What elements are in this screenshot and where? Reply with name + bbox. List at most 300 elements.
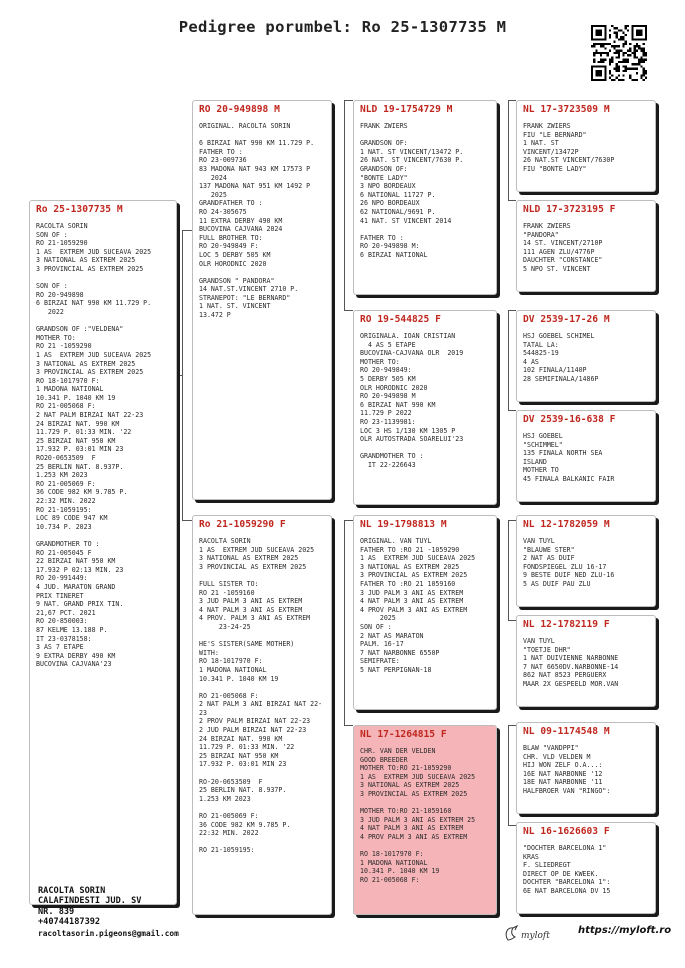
text-line: 3 PROVINCIAL AS EXTREM 2025 bbox=[360, 571, 468, 580]
ring-number: Ro 21-1059290 F bbox=[199, 519, 286, 530]
text-line: 2022 bbox=[36, 307, 64, 316]
text-line: 24 BIRZAI NAT. 990 KM bbox=[199, 734, 283, 743]
text-line: MOTHER TO:RO 21-1059290 bbox=[360, 764, 452, 773]
text-line: RO 23-009736 bbox=[199, 156, 247, 165]
text-line: RO 24-305675 bbox=[199, 207, 247, 216]
text-line: 1 AS EXTREM JUD SUCEAVA 2025 bbox=[36, 247, 152, 256]
text-line: 3 JUD PALM 3 ANI AS EXTREM bbox=[360, 588, 464, 597]
ring-number: NL 12-1782119 F bbox=[523, 619, 610, 630]
text-line: 1.253 KM 2023 bbox=[199, 794, 251, 803]
myloft-logo-icon bbox=[502, 922, 566, 946]
connector-line bbox=[508, 520, 516, 521]
ring-number: NL 17-1264815 F bbox=[360, 729, 447, 740]
text-line: 3 NATIONAL AS EXTREM 2025 bbox=[36, 359, 136, 368]
text-line: SON OF : bbox=[36, 230, 68, 239]
text-line: VINCENT/13472P bbox=[523, 147, 579, 156]
text-line: 6 BIRZAI NAT 990 KM 11.729 P. bbox=[36, 299, 152, 308]
logo-text: myloft bbox=[521, 931, 550, 941]
pedigree-notes bbox=[354, 531, 496, 675]
text-line: ORIGINALA. IOAN CRISTIAN bbox=[360, 332, 456, 340]
text-line: HIJ WON ZELF O.A...: bbox=[523, 761, 603, 770]
connector-line bbox=[508, 520, 509, 620]
text-line: 4 PROV PALM 3 ANI AS EXTREM bbox=[360, 832, 468, 841]
text-line: OLR AUTOSTRADA SOARELUI'23 bbox=[360, 435, 464, 444]
connector-line bbox=[508, 310, 509, 410]
text-line: RO 20-949898 M bbox=[360, 392, 416, 401]
text-line: 26 NPO BORDEAUX bbox=[360, 199, 420, 208]
text-line: HALFBROER VAN "RINGO": bbox=[523, 786, 611, 795]
text-line: 9 BESTE DUIF NED ZLU-16 bbox=[523, 571, 615, 580]
text-line: 1.253 KM 2023 bbox=[36, 471, 88, 480]
text-line: WITH: bbox=[199, 648, 219, 657]
text-line: RO 23-1139981: bbox=[360, 417, 416, 426]
text-line: LOC 5 DERBY 505 KM bbox=[199, 250, 271, 259]
text-line: 1 MADONA NATIONAL bbox=[199, 665, 267, 674]
text-line: 1 NAT. ST. VINCENT bbox=[199, 302, 271, 311]
text-line: CHR. VAN DER VELDEN bbox=[360, 747, 436, 755]
text-line: VAN TUYL bbox=[523, 637, 555, 645]
text-line: 16E NAT NARBONNE '12 bbox=[523, 769, 603, 778]
text-line: 7 NAT 6650DV.NARBONNE-14 bbox=[523, 662, 619, 671]
text-line: 3 NATIONAL AS EXTREM 2025 bbox=[199, 554, 299, 563]
text-line: MOTHER TO: bbox=[36, 333, 76, 342]
ring-number: NL 17-3723509 M bbox=[523, 104, 610, 115]
text-line: 3 JUD PALM 3 ANI AS EXTREM bbox=[199, 597, 303, 606]
text-line: FONDSPIEGEL ZLU 16-17 bbox=[523, 562, 607, 571]
text-line: 11 EXTRA DERBY 490 KM bbox=[199, 216, 283, 225]
text-line bbox=[360, 799, 492, 808]
connector-line bbox=[344, 520, 353, 521]
text-line: 17.932 P 02:13 MIN. 23 bbox=[36, 565, 124, 574]
text-line: 62 NATIONAL/9691 P. bbox=[360, 207, 436, 216]
text-line: OLR HORODNIC 2020 bbox=[199, 259, 267, 268]
text-line: 14 ST. VINCENT/2710P bbox=[523, 239, 603, 248]
text-line: SON OF : bbox=[360, 622, 392, 631]
text-line: RO 21-1059195: bbox=[36, 505, 92, 514]
text-line: "BONTE LADY" bbox=[360, 173, 408, 182]
ring-number: NL 09-1174548 M bbox=[523, 726, 610, 737]
text-line bbox=[199, 268, 327, 277]
connector-line bbox=[508, 100, 509, 200]
connector-line bbox=[344, 100, 353, 101]
pedigree-notes bbox=[193, 531, 331, 855]
text-line: RO 21 -1059290 bbox=[36, 342, 92, 351]
text-line: 4 NAT PALM 3 ANI AS EXTREM bbox=[360, 597, 464, 606]
text-line: RO 20-949898 bbox=[36, 290, 84, 299]
text-line: RO 21-005069 F: bbox=[36, 479, 96, 488]
text-line: GRANDSON OF: bbox=[360, 164, 408, 173]
text-line: RO 21-1059290 bbox=[36, 239, 88, 248]
text-line: GRANDMOTHER TO : bbox=[360, 452, 424, 461]
ring-number: NL 12-1782059 M bbox=[523, 519, 610, 530]
text-line: 22:32 MIN. 2022 bbox=[199, 829, 259, 838]
text-line: ORIGINAL. RACOLTA SORIN bbox=[199, 122, 291, 130]
text-line: FATHER TO : bbox=[199, 147, 243, 156]
pedigree-notes bbox=[30, 216, 176, 669]
text-line: 45 FINALA BALKANIC FAIR bbox=[523, 474, 615, 483]
text-line: ORIGINAL. VAN TUYL bbox=[360, 537, 432, 545]
text-line: FULL SISTER TO: bbox=[199, 579, 259, 588]
text-line: HE'S SISTER(SAME MOTHER) bbox=[199, 640, 295, 649]
pigeon-card-fmf bbox=[516, 310, 656, 402]
text-line: 17.932 P. 03:01 MIN 23 bbox=[199, 760, 287, 769]
text-line: SEMIFRATE: bbox=[360, 657, 400, 666]
pigeon-card-fff bbox=[516, 100, 656, 192]
text-line: 18E NAT NARBONNE '11 bbox=[523, 778, 603, 787]
text-line: 1 AS EXTREM JUD SUCEAVA 2025 bbox=[199, 545, 315, 554]
text-line: FRANK ZWIERS bbox=[523, 122, 571, 130]
pedigree-notes bbox=[517, 631, 655, 689]
owner-info bbox=[38, 886, 141, 928]
text-line: 2025 bbox=[360, 614, 396, 623]
text-line: STRANEPOT: "LE BERNARD" bbox=[199, 293, 291, 302]
text-line: 25 BIRZAI NAT 950 KM bbox=[199, 751, 279, 760]
connector-line bbox=[508, 725, 509, 825]
ring-number: DV 2539-17-26 M bbox=[523, 314, 610, 325]
pedigree-notes bbox=[517, 326, 655, 384]
text-line: 11.729 P. 01:33 MIN. '22 bbox=[199, 743, 295, 752]
text-line: 3 NATIONAL AS EXTREM 2025 bbox=[360, 562, 460, 571]
text-line bbox=[360, 842, 492, 851]
text-line: 24 BIRZAI NAT. 990 KM bbox=[36, 419, 120, 428]
text-line: RO 21-005068 F: bbox=[199, 691, 259, 700]
text-line: RO 18-1017970 F: bbox=[36, 376, 100, 385]
text-line: 6 BIRZAI NAT 990 KM 11.729 P. bbox=[199, 139, 315, 148]
page-title: Pedigree porumbel: Ro 25-1307735 M bbox=[178, 18, 507, 36]
text-line: 26 NAT.ST VINCENT/7630P bbox=[523, 156, 615, 165]
text-line: "DOCHTER BARCELONA 1" bbox=[523, 844, 607, 852]
text-line: 1 AS EXTREM JUD SUCEAVA 2025 bbox=[360, 554, 476, 563]
text-line: 10.341 P. 1040 KM 19 bbox=[36, 393, 116, 402]
text-line: RO 18-1017970 F: bbox=[360, 850, 424, 859]
text-line bbox=[199, 769, 327, 778]
text-line bbox=[199, 803, 327, 812]
text-line: RO20-0653509 F bbox=[36, 454, 96, 463]
text-line: 22:32 MIN. 2022 bbox=[36, 497, 96, 505]
text-line: 1 NAT. ST VINCENT/13472 P. bbox=[360, 147, 464, 156]
text-line: GRANDSON " PANDORA" bbox=[199, 276, 275, 285]
text-line: 3 NATIONAL AS EXTREM 2025 bbox=[360, 781, 460, 790]
text-line: 36 CODE 982 KM 9.785 P. bbox=[199, 820, 291, 829]
text-line: 1 NAT. ST bbox=[523, 139, 559, 148]
text-line bbox=[360, 131, 492, 140]
connector-line bbox=[508, 620, 516, 621]
text-line: BUCOVINA CAJVANA 2024 bbox=[199, 225, 283, 234]
text-line: MOTHER TO bbox=[523, 466, 559, 475]
text-line: 41 NAT. ST VINCENT 2014 bbox=[360, 216, 452, 225]
text-line bbox=[360, 225, 492, 234]
text-line: VAN TUYL bbox=[523, 537, 555, 545]
text-line: CALAFINDESTI JUD. SV bbox=[38, 896, 142, 907]
ring-number: RO 19-544825 F bbox=[360, 314, 441, 325]
text-line: 4 JUD. MARATON GRAND bbox=[36, 582, 116, 591]
text-line: 2 JUD PALM BIRZAI NAT 22-23 bbox=[199, 726, 307, 735]
pedigree-notes bbox=[517, 838, 655, 896]
text-line: 2 PROV PALM BIRZAI NAT 22-23 bbox=[199, 717, 311, 726]
text-line: 6 NATIONAL 11727 P. bbox=[360, 190, 436, 199]
pedigree-notes bbox=[354, 326, 496, 470]
text-line: RO 20-850003: bbox=[36, 617, 88, 626]
text-line: 6 BIRZAI NAT 990 KM bbox=[360, 400, 436, 409]
pedigree-notes bbox=[517, 216, 655, 274]
pigeon-card-father-sire bbox=[353, 100, 497, 295]
text-line: 26 NAT. ST VINCENT/7630 P. bbox=[360, 156, 464, 165]
ring-number: NLD 19-1754729 M bbox=[360, 104, 453, 115]
ring-number: NL 19-1798813 M bbox=[360, 519, 447, 530]
text-line: "PANDORA" bbox=[523, 230, 559, 239]
text-line: 83 MADONA NAT 943 KM 17573 P bbox=[199, 164, 311, 173]
text-line: 10.734 P. 2023 bbox=[36, 522, 92, 531]
qr-code-icon bbox=[591, 25, 647, 81]
text-line: "TOETJE DHR" bbox=[523, 645, 571, 654]
text-line: 5 AS DUIF PAU ZLU bbox=[523, 579, 591, 588]
text-line: 9 EXTRA DERBY 490 KM bbox=[36, 651, 116, 660]
text-line: F. SLIEDREGT bbox=[523, 861, 571, 870]
pigeon-card-main bbox=[29, 200, 177, 905]
connector-line bbox=[508, 825, 516, 826]
pigeon-card-fmm bbox=[516, 410, 656, 502]
text-line: 21,67 PCT. 2021 bbox=[36, 608, 96, 617]
pedigree-notes bbox=[517, 116, 655, 174]
pigeon-card-mff bbox=[516, 515, 656, 607]
text-line: 2025 bbox=[199, 190, 227, 199]
text-line: 137 MADONA NAT 951 KM 1492 P bbox=[199, 182, 311, 191]
text-line: 4 PROV PALM 3 ANI AS EXTREM bbox=[360, 605, 468, 614]
text-line: HSJ GOEBEL SCHIMEL bbox=[523, 332, 595, 340]
text-line: MOTHER TO:RO 21-1059160 bbox=[360, 807, 452, 816]
text-line: 22 BIRZAI NAT 950 KM bbox=[36, 557, 116, 566]
ring-number: NLD 17-3723195 F bbox=[523, 204, 616, 215]
text-line: 5 NAT PERPIGNAN-18 bbox=[360, 665, 432, 674]
text-line bbox=[199, 838, 327, 847]
text-line: RACOLTA SORIN bbox=[36, 222, 88, 230]
text-line: GRANDSON OF :"VELDENA" bbox=[36, 325, 124, 334]
text-line: 5 NPO ST. VINCENT bbox=[523, 264, 591, 273]
text-line bbox=[36, 531, 172, 540]
ring-number: DV 2539-16-638 F bbox=[523, 414, 616, 425]
text-line: FRANK ZWIERS bbox=[360, 122, 408, 130]
text-line: 3 NPO BORDEAUX bbox=[360, 182, 416, 191]
text-line: 4 NAT PALM 3 ANI AS EXTREM bbox=[199, 605, 303, 614]
text-line: 2024 bbox=[199, 173, 227, 182]
text-line: NR. 839 bbox=[38, 906, 75, 917]
text-line: 4 AS 5 ETAPE bbox=[360, 340, 416, 349]
text-line: OLR HORODNIC 2020 bbox=[360, 383, 428, 392]
text-line: 9 NAT. GRAND PRIX TIN. bbox=[36, 600, 124, 609]
text-line: 1 AS EXTREM JUD SUCEAVA 2025 bbox=[36, 350, 152, 359]
text-line: 3 NATIONAL AS EXTREM 2025 bbox=[36, 256, 136, 265]
text-line: FULL BROTHER TO: bbox=[199, 233, 263, 242]
text-line: 6 BIRZAI NATIONAL bbox=[360, 250, 428, 259]
text-line: RACOLTA SORIN bbox=[199, 537, 251, 545]
text-line: RACOLTA SORIN bbox=[38, 886, 106, 896]
text-line: MAAR 2X GESPEELD MOR.VAN bbox=[523, 679, 619, 688]
ring-number: Ro 25-1307735 M bbox=[36, 204, 123, 215]
text-line: 25 BIRZAI NAT 950 KM bbox=[36, 436, 116, 445]
text-line: 2 NAT PALM BIRZAI NAT 22-23 bbox=[36, 411, 144, 420]
connector-line bbox=[344, 520, 345, 725]
text-line: FATHER TO :RO 21 1059160 bbox=[360, 579, 456, 588]
text-line: RO 20-949898 M: bbox=[360, 242, 420, 251]
text-line: GRANDSON OF: bbox=[360, 139, 408, 148]
text-line: 5 DERBY 505 KM bbox=[360, 374, 416, 383]
text-line: 862 NAT 8523 PERGUERX bbox=[523, 671, 607, 680]
text-line: "BLAUWE STER" bbox=[523, 545, 575, 554]
text-line: 111 AGEN ZLU/4776P bbox=[523, 247, 595, 256]
text-line: 11.729 P 2022 bbox=[360, 409, 412, 418]
text-line: SON OF : bbox=[36, 282, 68, 291]
text-line: 1 MADONA NATIONAL bbox=[36, 385, 104, 394]
pigeon-card-mmm bbox=[516, 822, 656, 914]
text-line bbox=[199, 571, 327, 580]
pigeon-card-ffm bbox=[516, 200, 656, 292]
text-line: 544825-19 bbox=[523, 349, 559, 358]
connector-line bbox=[344, 725, 353, 726]
connector-line bbox=[508, 310, 516, 311]
text-line: 4 NAT PALM 3 ANI AS EXTREM bbox=[360, 824, 464, 833]
text-line: BLAW "VANDPPI" bbox=[523, 744, 579, 752]
text-line: RO 20-949849 F: bbox=[199, 242, 259, 251]
pedigree-notes bbox=[517, 531, 655, 589]
connector-line bbox=[508, 100, 516, 101]
text-line: IT 23-0378158: bbox=[36, 634, 92, 643]
text-line: 3 PROVINCIAL AS EXTREM 2025 bbox=[36, 264, 144, 273]
text-line: RO 21-1059195: bbox=[199, 846, 255, 855]
website-link[interactable]: https://myloft.ro bbox=[578, 925, 672, 936]
text-line: RO-20-0653509 F bbox=[199, 777, 263, 786]
text-line: RO 20-991449: bbox=[36, 574, 88, 583]
text-line: 87 KELME 13.188 P. bbox=[36, 625, 108, 634]
text-line: 11.729 P. 01:33 MIN. '22 bbox=[36, 428, 132, 437]
text-line: 2 NAT AS DUIF bbox=[523, 554, 575, 563]
text-line bbox=[199, 632, 327, 641]
text-line: GRANDMOTHER TO : bbox=[36, 539, 100, 548]
connector-line bbox=[182, 520, 192, 521]
text-line: 14 NAT.ST.VINCENT 2710 P. bbox=[199, 285, 299, 294]
text-line: GOOD BREEDER bbox=[360, 755, 408, 764]
text-line: RO 21-005045 F bbox=[36, 548, 92, 557]
text-line: DIRECT OP DE KWEEK. bbox=[523, 869, 599, 878]
text-line: FIU "BONTE LADY" bbox=[523, 164, 587, 173]
text-line: 17.932 P. 03:01 MIN 23 bbox=[36, 445, 124, 454]
text-line: TATAL LA: bbox=[523, 340, 559, 349]
pigeon-card-mother-sire bbox=[353, 515, 497, 710]
connector-line bbox=[182, 230, 192, 231]
text-line bbox=[360, 444, 492, 453]
text-line: FATHER TO : bbox=[360, 233, 404, 242]
text-line: RO 21-005068 F: bbox=[36, 402, 96, 411]
text-line: 135 FINALA NORTH SEA bbox=[523, 449, 603, 458]
text-line: +40744187392 bbox=[38, 917, 101, 928]
connector-line bbox=[177, 375, 183, 376]
text-line: 4 AS bbox=[523, 357, 539, 366]
text-line: LOC 89 CODE 947 KM bbox=[36, 514, 108, 523]
text-line: 2 NAT AS MARATON bbox=[360, 631, 424, 640]
text-line bbox=[199, 131, 327, 140]
connector-line bbox=[344, 100, 345, 310]
text-line: LOC 3 HS 1/130 KM 1305 P bbox=[360, 426, 456, 435]
text-line: DOCHTER "BARCELONA 1": bbox=[523, 878, 611, 887]
pigeon-card-father-dam bbox=[353, 310, 497, 505]
text-line: 7 NAT NARBONNE 6550P bbox=[360, 648, 440, 657]
text-line: 3 PROVINCIAL AS EXTREM 2025 bbox=[199, 562, 307, 571]
text-line: PALM. 16-17 bbox=[360, 640, 404, 649]
connector-line bbox=[508, 200, 516, 201]
text-line: 1 MADONA NATIONAL bbox=[360, 858, 428, 867]
pedigree-notes bbox=[517, 426, 655, 484]
connector-line bbox=[508, 410, 516, 411]
text-line: ISLAND bbox=[523, 457, 547, 466]
text-line: 13.472 P bbox=[199, 311, 231, 320]
text-line: BUCOVINA-CAJVANA OLR 2019 bbox=[360, 349, 464, 358]
text-line: FATHER TO :RO 21 -1059290 bbox=[360, 545, 460, 554]
text-line: RO 21-005069 F: bbox=[199, 812, 259, 820]
text-line: HSJ GOEBEL bbox=[523, 432, 563, 440]
text-line: 4 PROV. PALM 3 ANI AS EXTREM bbox=[199, 614, 311, 623]
text-line: 3 PROVINCIAL AS EXTREM 2025 bbox=[36, 368, 144, 377]
text-line bbox=[36, 317, 172, 326]
text-line: 10.341 P. 1040 KM 19 bbox=[199, 674, 279, 683]
text-line: FIU "LE BERNARD" bbox=[523, 130, 587, 139]
connector-line bbox=[344, 310, 353, 311]
ring-number: NL 16-1626603 F bbox=[523, 826, 610, 837]
text-line: RO 18-1017970 F: bbox=[199, 657, 263, 666]
text-line: KRAS bbox=[523, 852, 539, 861]
text-line: 3 PROVINCIAL AS EXTREM 2025 bbox=[360, 789, 468, 798]
text-line: 25 BERLIN NAT. 8.937P. bbox=[199, 786, 287, 795]
text-line: 6E NAT BARCELONA DV 15 bbox=[523, 886, 611, 895]
text-line: RO 21-005068 F: bbox=[360, 875, 420, 884]
pedigree-notes bbox=[517, 738, 655, 796]
text-line: 25 BERLIN NAT. 8.937P. bbox=[36, 462, 124, 471]
pigeon-card-mfm bbox=[516, 615, 656, 707]
pigeon-card-mmf bbox=[516, 722, 656, 814]
text-line: BUCOVINA CAJVANA'23 bbox=[36, 660, 112, 669]
text-line: "SCHIMMEL" bbox=[523, 440, 563, 449]
text-line: MOTHER TO: bbox=[360, 357, 400, 366]
text-line bbox=[36, 274, 172, 283]
text-line: 1 AS EXTREM JUD SUCEAVA 2025 bbox=[360, 772, 476, 781]
text-line: 3 JUD PALM 3 ANI AS EXTREM 25 bbox=[360, 815, 476, 824]
text-line: FRANK ZWIERS bbox=[523, 222, 571, 230]
text-line: GRANDFATHER TO : bbox=[199, 199, 263, 208]
text-line: RO 21 -1059160 bbox=[199, 588, 255, 597]
text-line: 3 AS 7 ETAPE bbox=[36, 643, 84, 652]
text-line: 23-24-25 bbox=[199, 622, 251, 631]
pigeon-card-mother-dam bbox=[353, 725, 497, 915]
text-line: 36 CODE 982 KM 9.785 P. bbox=[36, 488, 128, 497]
text-line: IT 22-226643 bbox=[360, 460, 416, 469]
text-line bbox=[199, 683, 327, 692]
pedigree-notes bbox=[354, 116, 496, 260]
text-line: CHR. VLD VELDEN M bbox=[523, 752, 591, 761]
pigeon-card-father bbox=[192, 100, 332, 500]
pigeon-card-mother bbox=[192, 515, 332, 915]
owner-email[interactable]: racoltasorin.pigeons@gmail.com bbox=[38, 929, 179, 938]
text-line: PRIX TINERET bbox=[36, 591, 84, 600]
ring-number: RO 20-949898 M bbox=[199, 104, 280, 115]
text-line: RO 20-949849: bbox=[360, 366, 412, 375]
pedigree-notes bbox=[354, 741, 496, 885]
text-line: 1 NAT DUIVIENNE NARBONNE bbox=[523, 654, 619, 663]
connector-line bbox=[508, 725, 516, 726]
text-line: 10.341 P. 1040 KM 19 bbox=[360, 867, 440, 876]
pedigree-notes bbox=[193, 116, 331, 320]
text-line: 102 FINALA/1140P bbox=[523, 366, 587, 375]
text-line: 2 NAT PALM 3 ANI BIRZAI NAT 22-23 bbox=[199, 700, 323, 717]
text-line: 28 SEMIFINALA/1486P bbox=[523, 374, 599, 383]
text-line: DAUCHTER "CONSTANCE" bbox=[523, 256, 603, 265]
